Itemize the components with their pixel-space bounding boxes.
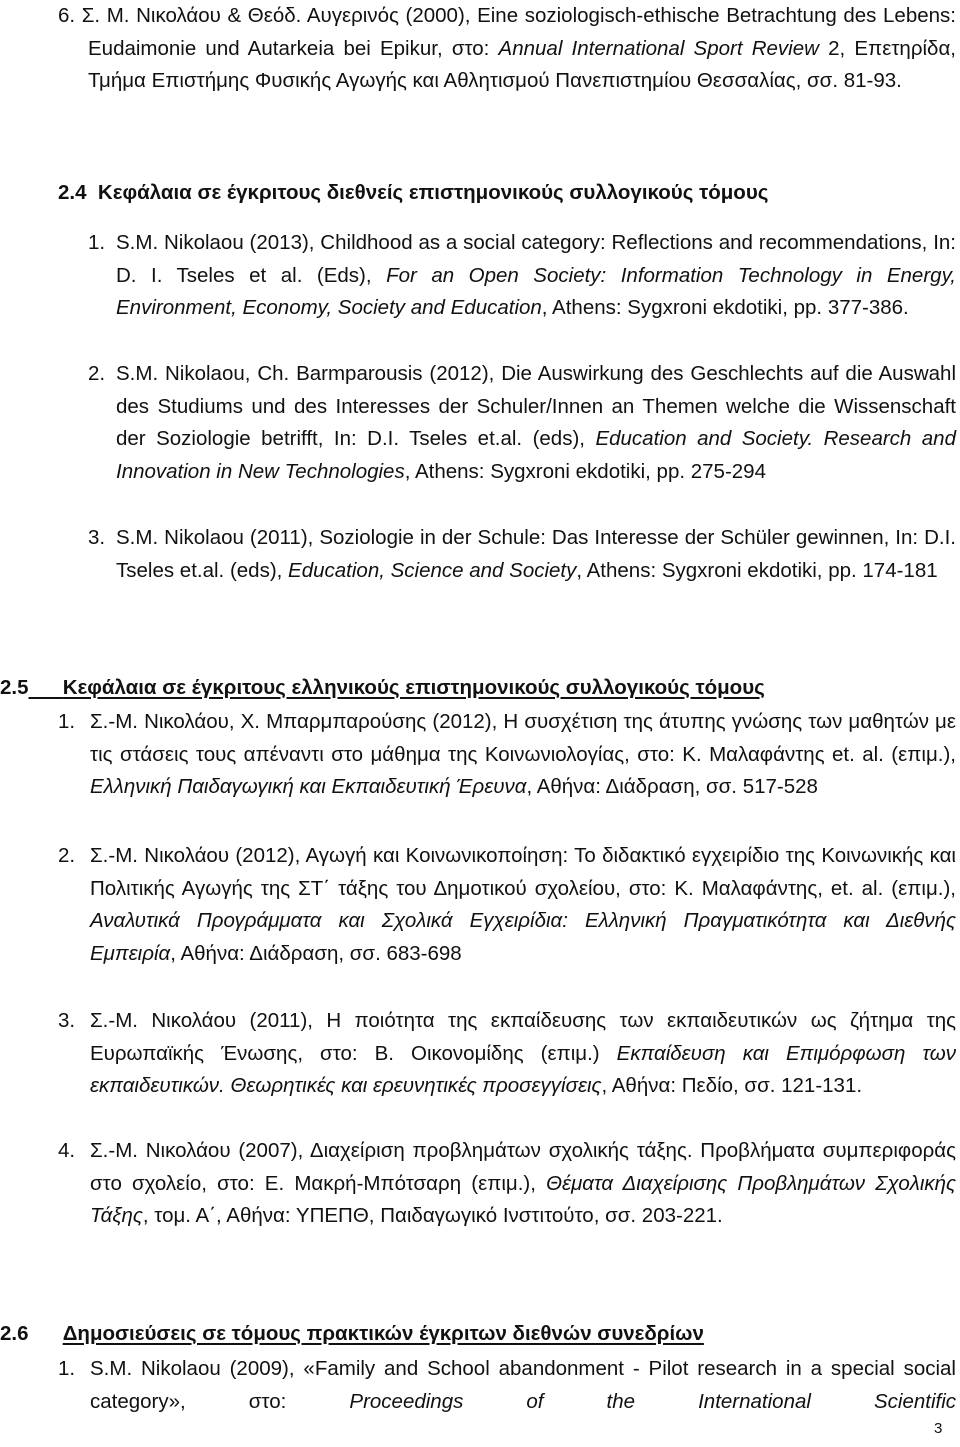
section-heading-2-4 <box>58 177 768 209</box>
section-number: 2.5 <box>0 676 29 699</box>
section-number: 2.4 <box>58 181 87 204</box>
section-title: Κεφάλαια σε έγκριτους διεθνείς επιστημονικούς συλλογικούς τόμους <box>97 181 769 204</box>
reference-entry: S.M. Nikolaou (2011), Soziologie in der Schule: Das Interesse der Schüler gewinnen, In: D.I. Tseles et.al. (eds), Education, Science and Society, Athens: Sygxroni ekdotiki, pp. 174-181 <box>116 526 956 582</box>
section-heading-2-6 <box>0 1318 704 1350</box>
page-number: 3 <box>934 1420 943 1437</box>
reference-entry: Σ.-Μ. Νικολάου, Χ. Μπαρμπαρούσης (2012), Η συσχέτιση της άτυπης γνώσης των μαθητών με τις στάσεις τους απέναντι στο μάθημα της Κοινωνιολογίας, στο: Κ. Μαλαφάντης et. al. (επιμ.), Ελληνική Παιδαγωγική και Εκπαιδευτική Έρευνα, Αθήνα: Διάδραση, σσ. 517-528 <box>90 710 956 799</box>
section-number: 2.6 <box>0 1322 29 1345</box>
reference-entry: Σ.-Μ. Νικολάου (2007), Διαχείριση προβλημάτων σχολικής τάξης. Προβλήματα συμπεριφοράς στο σχολείο, στο: Ε. Μακρή-Μπότσαρη (επιμ.), Θέματα Διαχείρισης Προβλημάτων Σχολικής Τάξης, τομ. Α΄, Αθήνα: ΥΠΕΠΘ, Παιδαγωγικό Ινστιτούτο, σσ. 203-221. <box>90 1139 956 1228</box>
reference-entry: Σ.-Μ. Νικολάου (2011), Η ποιότητα της εκπαίδευσης των εκπαιδευτικών ως ζήτημα της Ευρωπαϊκής Ένωσης, στο: Β. Οικονομίδης (επιμ.) Εκπαίδευση και Επιμόρφωση των εκπαιδευτικών. Θεωρητικές και ερευνητικές προσεγγίσεις, Αθήνα: Πεδίο, σσ. 121-131. <box>90 1009 956 1098</box>
reference-entry: Σ.-Μ. Νικολάου (2012), Αγωγή και Κοινωνικοποίηση: Το διδακτικό εγχειρίδιο της Κοινωνικής και Πολιτικής Αγωγής της ΣΤ΄ τάξης του Δημοτικού σχολείου, στο: Κ. Μαλαφάντης, et. al. (επιμ.), Αναλυτικά Προγράμματα και Σχολικά Εγχειρίδια: Ελληνική Πραγματικότητα και Διεθνής Εμπειρία, Αθήνα: Διάδραση, σσ. 683-698 <box>90 844 956 965</box>
section-title: Δημοσιεύσεις σε τόμους πρακτικών έγκριτων διεθνών συνεδρίων <box>62 1322 704 1345</box>
reference-entry: S.M. Nikolaou (2013), Childhood as a social category: Reflections and recommendations, In: D. I. Tseles et al. (Eds), For an Open Society: Information Technology in Energy, Environment, Economy, Society and Education, Athens: Sygxroni ekdotiki, pp. 377-386. <box>116 231 956 320</box>
reference-entry-6: 6. Σ. Μ. Νικολάου & Θεόδ. Αυγερινός (2000), Eine soziologisch-ethische Betrachtung des Lebens: Eudaimonie und Autarkeia bei Epikur, στο: Annual International Sport Review 2, Επετηρίδα, Τμήμα Επιστήμης Φυσικής Αγωγής και Αθλητισμού Πανεπιστημίου Θεσσαλίας, σσ. 81-93. <box>58 4 957 93</box>
reference-entry: S.M. Nikolaou, Ch. Barmparousis (2012), Die Auswirkung des Geschlechts auf die Auswahl des Studiums und des Interesses der Schuler/Innen an Themen welche die Wissenschaft der Soziologie betrifft, In: D.I. Tseles et.al. (eds), Education and Society. Research and Innovation in New Technologies, Athens: Sygxroni ekdotiki, pp. 275-294 <box>116 362 956 483</box>
reference-entry: S.M. Nikolaou (2009), «Family and School abandonment - Pilot research in a special social category», στο: Proceedings of the International Scientific <box>90 1357 957 1413</box>
list-number: 1. <box>88 231 106 254</box>
section-title: Κεφάλαια σε έγκριτους ελληνικούς επιστημονικούς συλλογικούς τόμους <box>62 676 765 699</box>
section-heading-2-5 <box>0 672 765 704</box>
list-number: 3. <box>58 1009 76 1032</box>
list-number: 2. <box>58 844 76 867</box>
list-number: 4. <box>58 1139 76 1162</box>
entry-number: 6. <box>58 4 76 27</box>
list-number: 3. <box>88 526 106 549</box>
list-number: 2. <box>88 362 106 385</box>
list-number: 1. <box>58 1357 76 1380</box>
list-number: 1. <box>58 710 76 733</box>
